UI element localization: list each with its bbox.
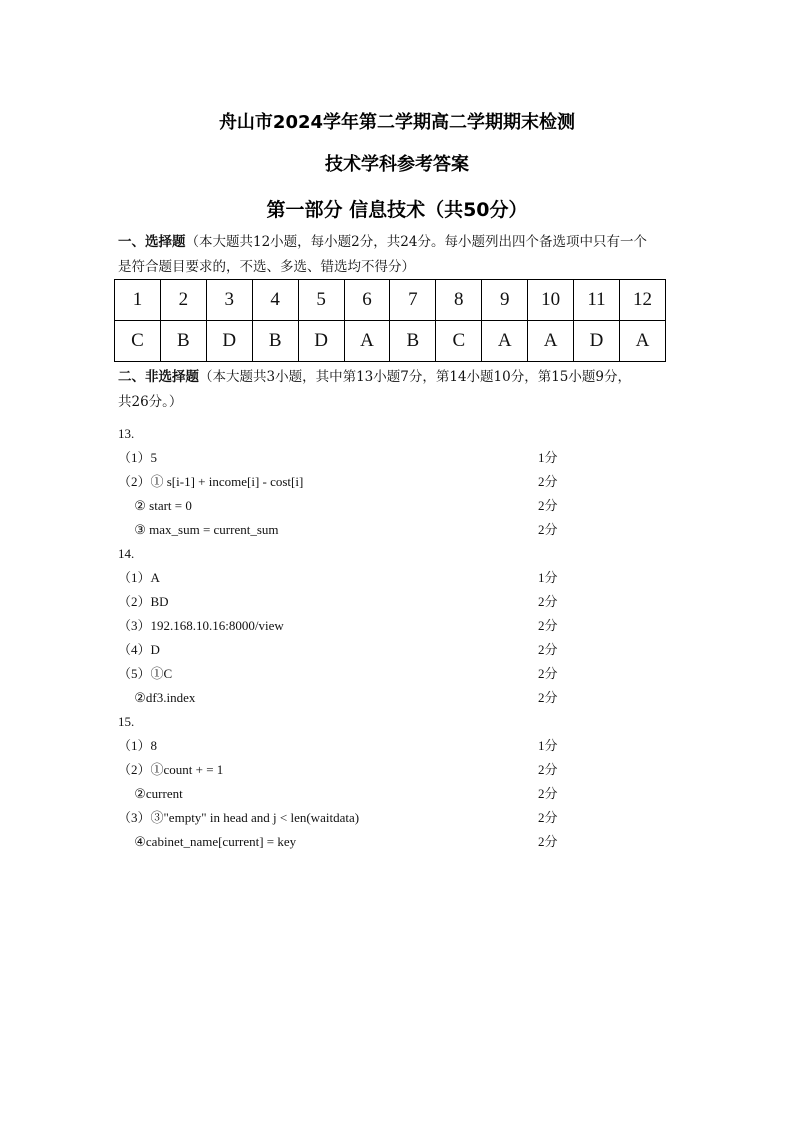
answer-text: ② start = 0 (118, 498, 192, 513)
answer-text: ④cabinet_name[current] = key (118, 834, 297, 849)
answer-text: （2）BD (118, 594, 169, 609)
answer-line (118, 518, 598, 542)
answer-cell: B (390, 321, 436, 362)
score: 1分 (538, 450, 558, 465)
answer-line (118, 446, 598, 470)
answer-text: （5）①C (118, 666, 173, 681)
answer-line (118, 638, 598, 662)
question-number: 10 (528, 280, 574, 321)
answer-table (114, 279, 666, 362)
answer-line (118, 566, 598, 590)
section2-heading: 二、非选择题 (118, 369, 199, 385)
exam-title: 舟山市2024学年第二学期高二学期期末检测 (218, 112, 576, 133)
section1-desc-line1: （本大题共12小题，每小题2分，共24分。每小题列出四个备选项中只有一个 (185, 234, 647, 250)
section2-desc-line1: （本大题共3小题，其中第13小题7分，第14小题10分，第15小题9分， (199, 369, 631, 385)
answer-line (118, 806, 598, 830)
score: 2分 (538, 474, 558, 489)
answer-text: （2）① s[i-1] + income[i] - cost[i] (118, 474, 304, 489)
section1-instructions (118, 230, 678, 280)
answer-line (118, 422, 598, 446)
answer-text: （3）192.168.10.16:8000/view (118, 618, 284, 633)
answer-text: ②df3.index (118, 690, 196, 705)
answer-text: 15. (118, 714, 135, 729)
score: 2分 (538, 690, 558, 705)
answer-line (118, 734, 598, 758)
score: 2分 (538, 762, 558, 777)
score: 2分 (538, 666, 558, 681)
answer-text: （2）①count + = 1 (118, 762, 224, 777)
answer-text: （1）A (118, 570, 160, 585)
answer-text: （1）8 (118, 738, 158, 753)
answer-cell: B (252, 321, 298, 362)
answer-text: 14. (118, 546, 135, 561)
question-number: 7 (390, 280, 436, 321)
score: 2分 (538, 594, 558, 609)
question-number: 12 (619, 280, 665, 321)
question-number: 6 (344, 280, 390, 321)
section1-desc-line2: 是符合题目要求的，不选、多选、错选均不得分） (118, 259, 415, 275)
question-number: 11 (574, 280, 620, 321)
answer-text: ③ max_sum = current_sum (118, 522, 279, 537)
score: 1分 (538, 570, 558, 585)
answer-cell: A (482, 321, 528, 362)
section2-desc-line2: 共26分。） (118, 394, 183, 410)
answer-cell: D (298, 321, 344, 362)
answer-cell: B (160, 321, 206, 362)
answer-text: （1）5 (118, 450, 158, 465)
answer-cell: A (528, 321, 574, 362)
score: 1分 (538, 738, 558, 753)
question-number: 9 (482, 280, 528, 321)
answer-line (118, 758, 598, 782)
answer-text: （4）D (118, 642, 160, 657)
answer-line (118, 590, 598, 614)
question-number: 5 (298, 280, 344, 321)
question-number: 3 (206, 280, 252, 321)
part-heading: 第一部分 信息技术（共50分） (266, 199, 528, 221)
answer-line (118, 782, 598, 806)
answer-cell: C (436, 321, 482, 362)
section1-heading: 一、选择题 (118, 234, 186, 250)
question-number: 4 (252, 280, 298, 321)
answer-line (118, 830, 598, 854)
answer-line (118, 470, 598, 494)
exam-subtitle: 技术学科参考答案 (325, 154, 469, 175)
answer-text: 13. (118, 426, 135, 441)
answer-line (118, 494, 598, 518)
answer-cell: D (206, 321, 252, 362)
section2-instructions (118, 365, 678, 415)
answer-line (118, 686, 598, 710)
score: 2分 (538, 618, 558, 633)
answer-cell: A (619, 321, 665, 362)
question-number-row (115, 280, 666, 321)
answer-row (115, 321, 666, 362)
score: 2分 (538, 642, 558, 657)
answer-line (118, 542, 598, 566)
answer-cell: D (574, 321, 620, 362)
answer-line (118, 614, 598, 638)
question-number: 2 (160, 280, 206, 321)
score: 2分 (538, 786, 558, 801)
answer-cell: C (115, 321, 161, 362)
score: 2分 (538, 810, 558, 825)
answer-line (118, 662, 598, 686)
answer-text: （3）③"empty" in head and j < len(waitdata) (118, 810, 360, 825)
answer-text: ②current (118, 786, 183, 801)
score: 2分 (538, 834, 558, 849)
question-number: 8 (436, 280, 482, 321)
answer-cell: A (344, 321, 390, 362)
score: 2分 (538, 498, 558, 513)
question-number: 1 (115, 280, 161, 321)
answer-line (118, 710, 598, 734)
score: 2分 (538, 522, 558, 537)
